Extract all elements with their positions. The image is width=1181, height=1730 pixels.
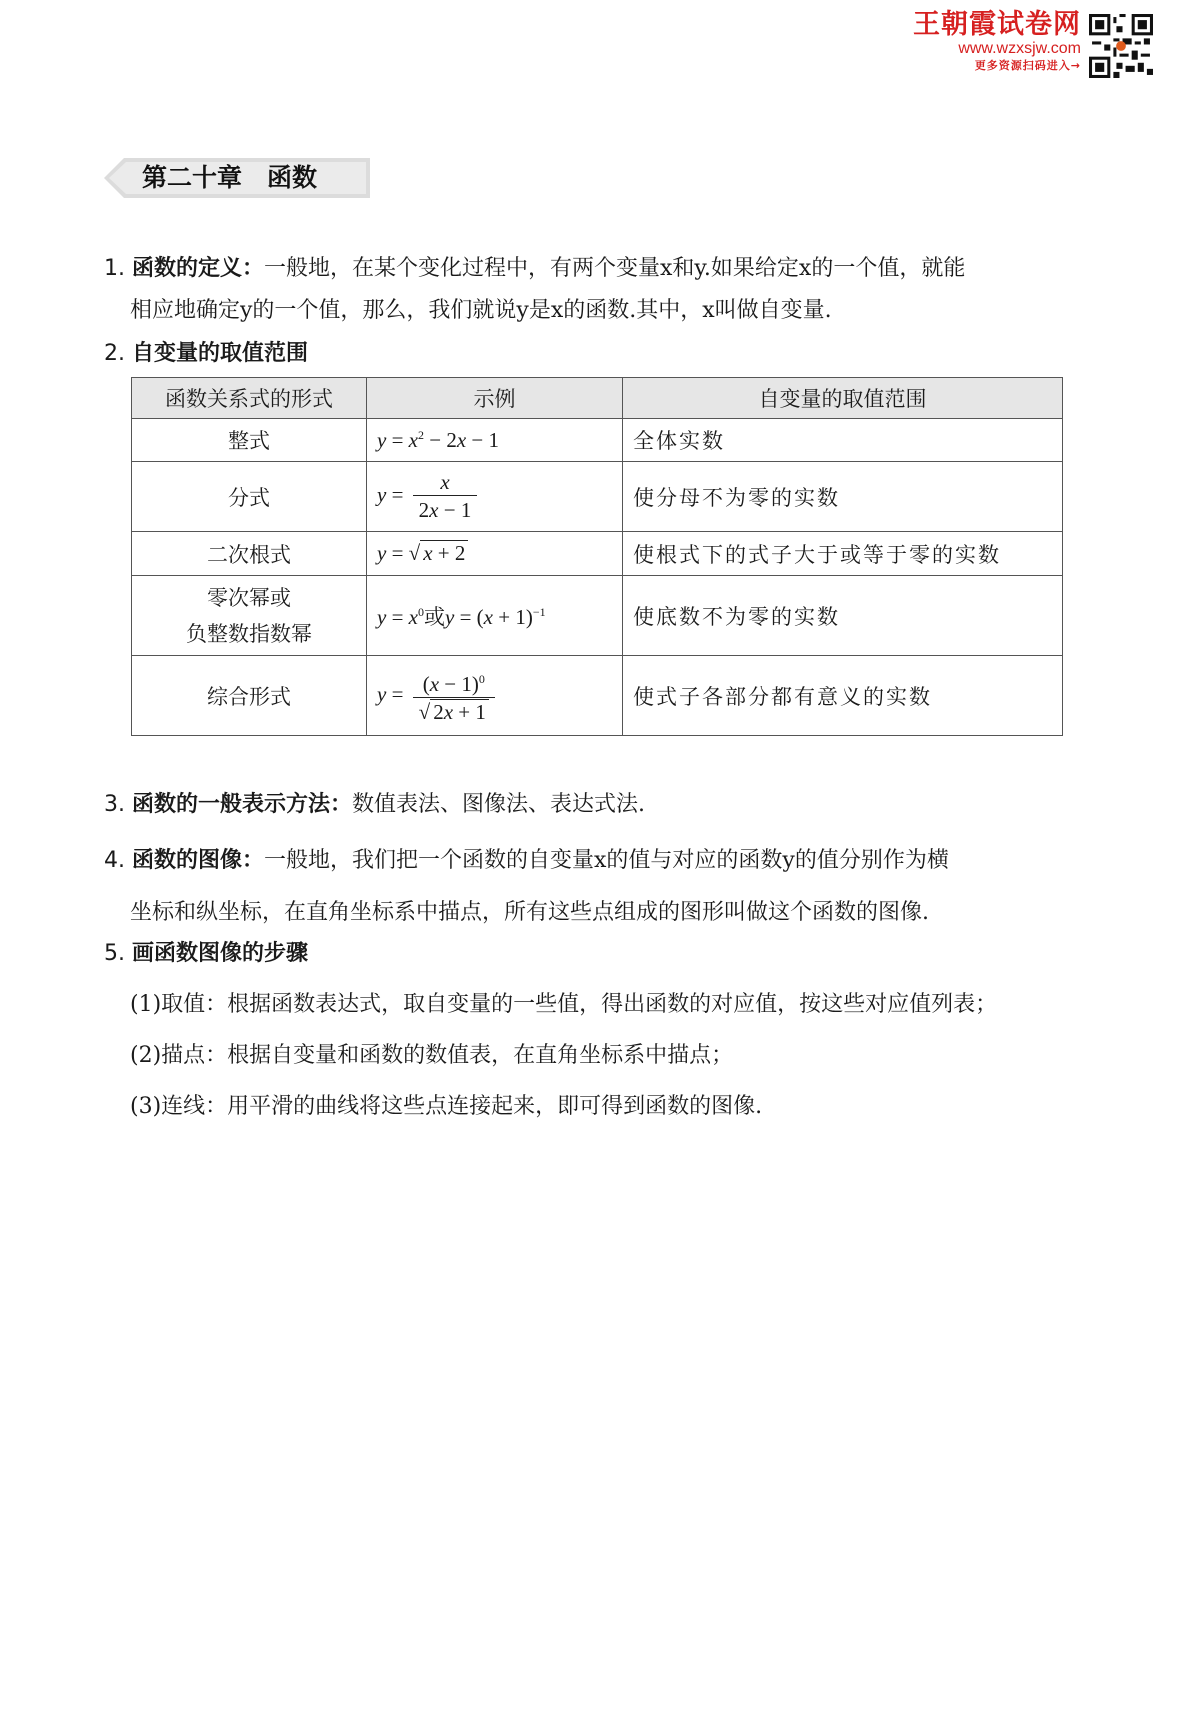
section-heading: 自变量的取值范围 — [132, 341, 309, 366]
section-number: 5. — [104, 941, 125, 966]
step-item: (3)连线：用平滑的曲线将这些点连接起来，即可得到函数的图像. — [130, 1094, 763, 1119]
table-row — [132, 576, 1063, 656]
table-header: 函数关系式的形式 — [132, 378, 367, 419]
table-row — [132, 532, 1063, 576]
table-header: 示例 — [367, 378, 623, 419]
range-cell: 使底数不为零的实数 — [623, 576, 1063, 656]
form-cell: 整式 — [132, 419, 367, 462]
form-cell: 二次根式 — [132, 532, 367, 576]
form-cell: 分式 — [132, 462, 367, 532]
table-header-row — [132, 378, 1063, 419]
qr-code-icon[interactable] — [1089, 14, 1153, 78]
chapter-title: 第二十章 函数 — [142, 163, 318, 192]
step-item: (2)描点：根据自变量和函数的数值表，在直角坐标系中描点； — [130, 1043, 734, 1068]
example-cell: y = √ x + 2 — [367, 532, 623, 576]
section-text: 一般地，在某个变化过程中，有两个变量x和y.如果给定x的一个值，就能 — [264, 256, 966, 281]
chapter-banner — [104, 158, 370, 198]
example-cell: $y = x^0$或$y = (x + 1)^{-1}$ — [367, 576, 623, 656]
table-row — [132, 462, 1063, 532]
range-cell: 全体实数 — [623, 419, 1063, 462]
section-number: 4. — [104, 848, 125, 873]
section-text-continued: 坐标和纵坐标，在直角坐标系中描点，所有这些点组成的图形叫做这个函数的图像. — [130, 900, 929, 925]
range-cell: 使式子各部分都有意义的实数 — [623, 656, 1063, 736]
brand-url[interactable]: www.wzxsjw.com — [958, 40, 1081, 57]
section-heading: 函数的定义： — [132, 256, 265, 281]
section-number: 1. — [104, 256, 125, 281]
range-cell: 使根式下的式子大于或等于零的实数 — [623, 532, 1063, 576]
section-representation — [104, 784, 1084, 826]
brand-name: 王朝霞试卷网 — [913, 9, 1081, 40]
domain-table — [131, 377, 1063, 736]
section-heading: 画函数图像的步骤 — [132, 941, 309, 966]
example-cell: y = $\frac{(x - 1)^0}{√ 2x + 1}$ — [367, 656, 623, 736]
range-cell: 使分母不为零的实数 — [623, 462, 1063, 532]
section-number: 2. — [104, 341, 125, 366]
form-cell: 综合形式 — [132, 656, 367, 736]
step-item: (1)取值：根据函数表达式，取自变量的一些值，得出函数的对应值，按这些对应值列表； — [130, 992, 998, 1017]
brand-block — [913, 10, 1081, 74]
section-domain — [104, 333, 1084, 375]
section-heading: 函数的一般表示方法： — [132, 792, 353, 817]
form-cell: 零次幂或 负整数指数幂 — [132, 576, 367, 656]
table-header: 自变量的取值范围 — [623, 378, 1063, 419]
fraction: $\frac{(x - 1)^0}{√ 2x + 1}$ — [413, 666, 495, 726]
section-text: 数值表法、图像法、表达式法. — [352, 792, 646, 817]
section-steps — [104, 933, 1084, 975]
fraction: $\frac{x}{2x - 1}$ — [413, 469, 478, 524]
section-graph — [104, 835, 1084, 939]
example-cell: y = $\frac{x}{2x - 1}$ — [367, 462, 623, 532]
section-heading: 函数的图像： — [132, 848, 265, 873]
example-cell: $y = x^2 - 2x - 1$ — [367, 419, 623, 462]
section-definition — [104, 248, 1084, 332]
section-number: 3. — [104, 792, 125, 817]
section-text: 一般地，我们把一个函数的自变量x的值与对应的函数y的值分别作为横 — [264, 848, 949, 873]
section-text-continued: 相应地确定y的一个值，那么，我们就说y是x的函数.其中，x叫做自变量. — [130, 298, 832, 323]
table-row — [132, 656, 1063, 736]
brand-slogan: 更多资源扫码进入→ — [974, 59, 1081, 72]
table-row — [132, 419, 1063, 462]
